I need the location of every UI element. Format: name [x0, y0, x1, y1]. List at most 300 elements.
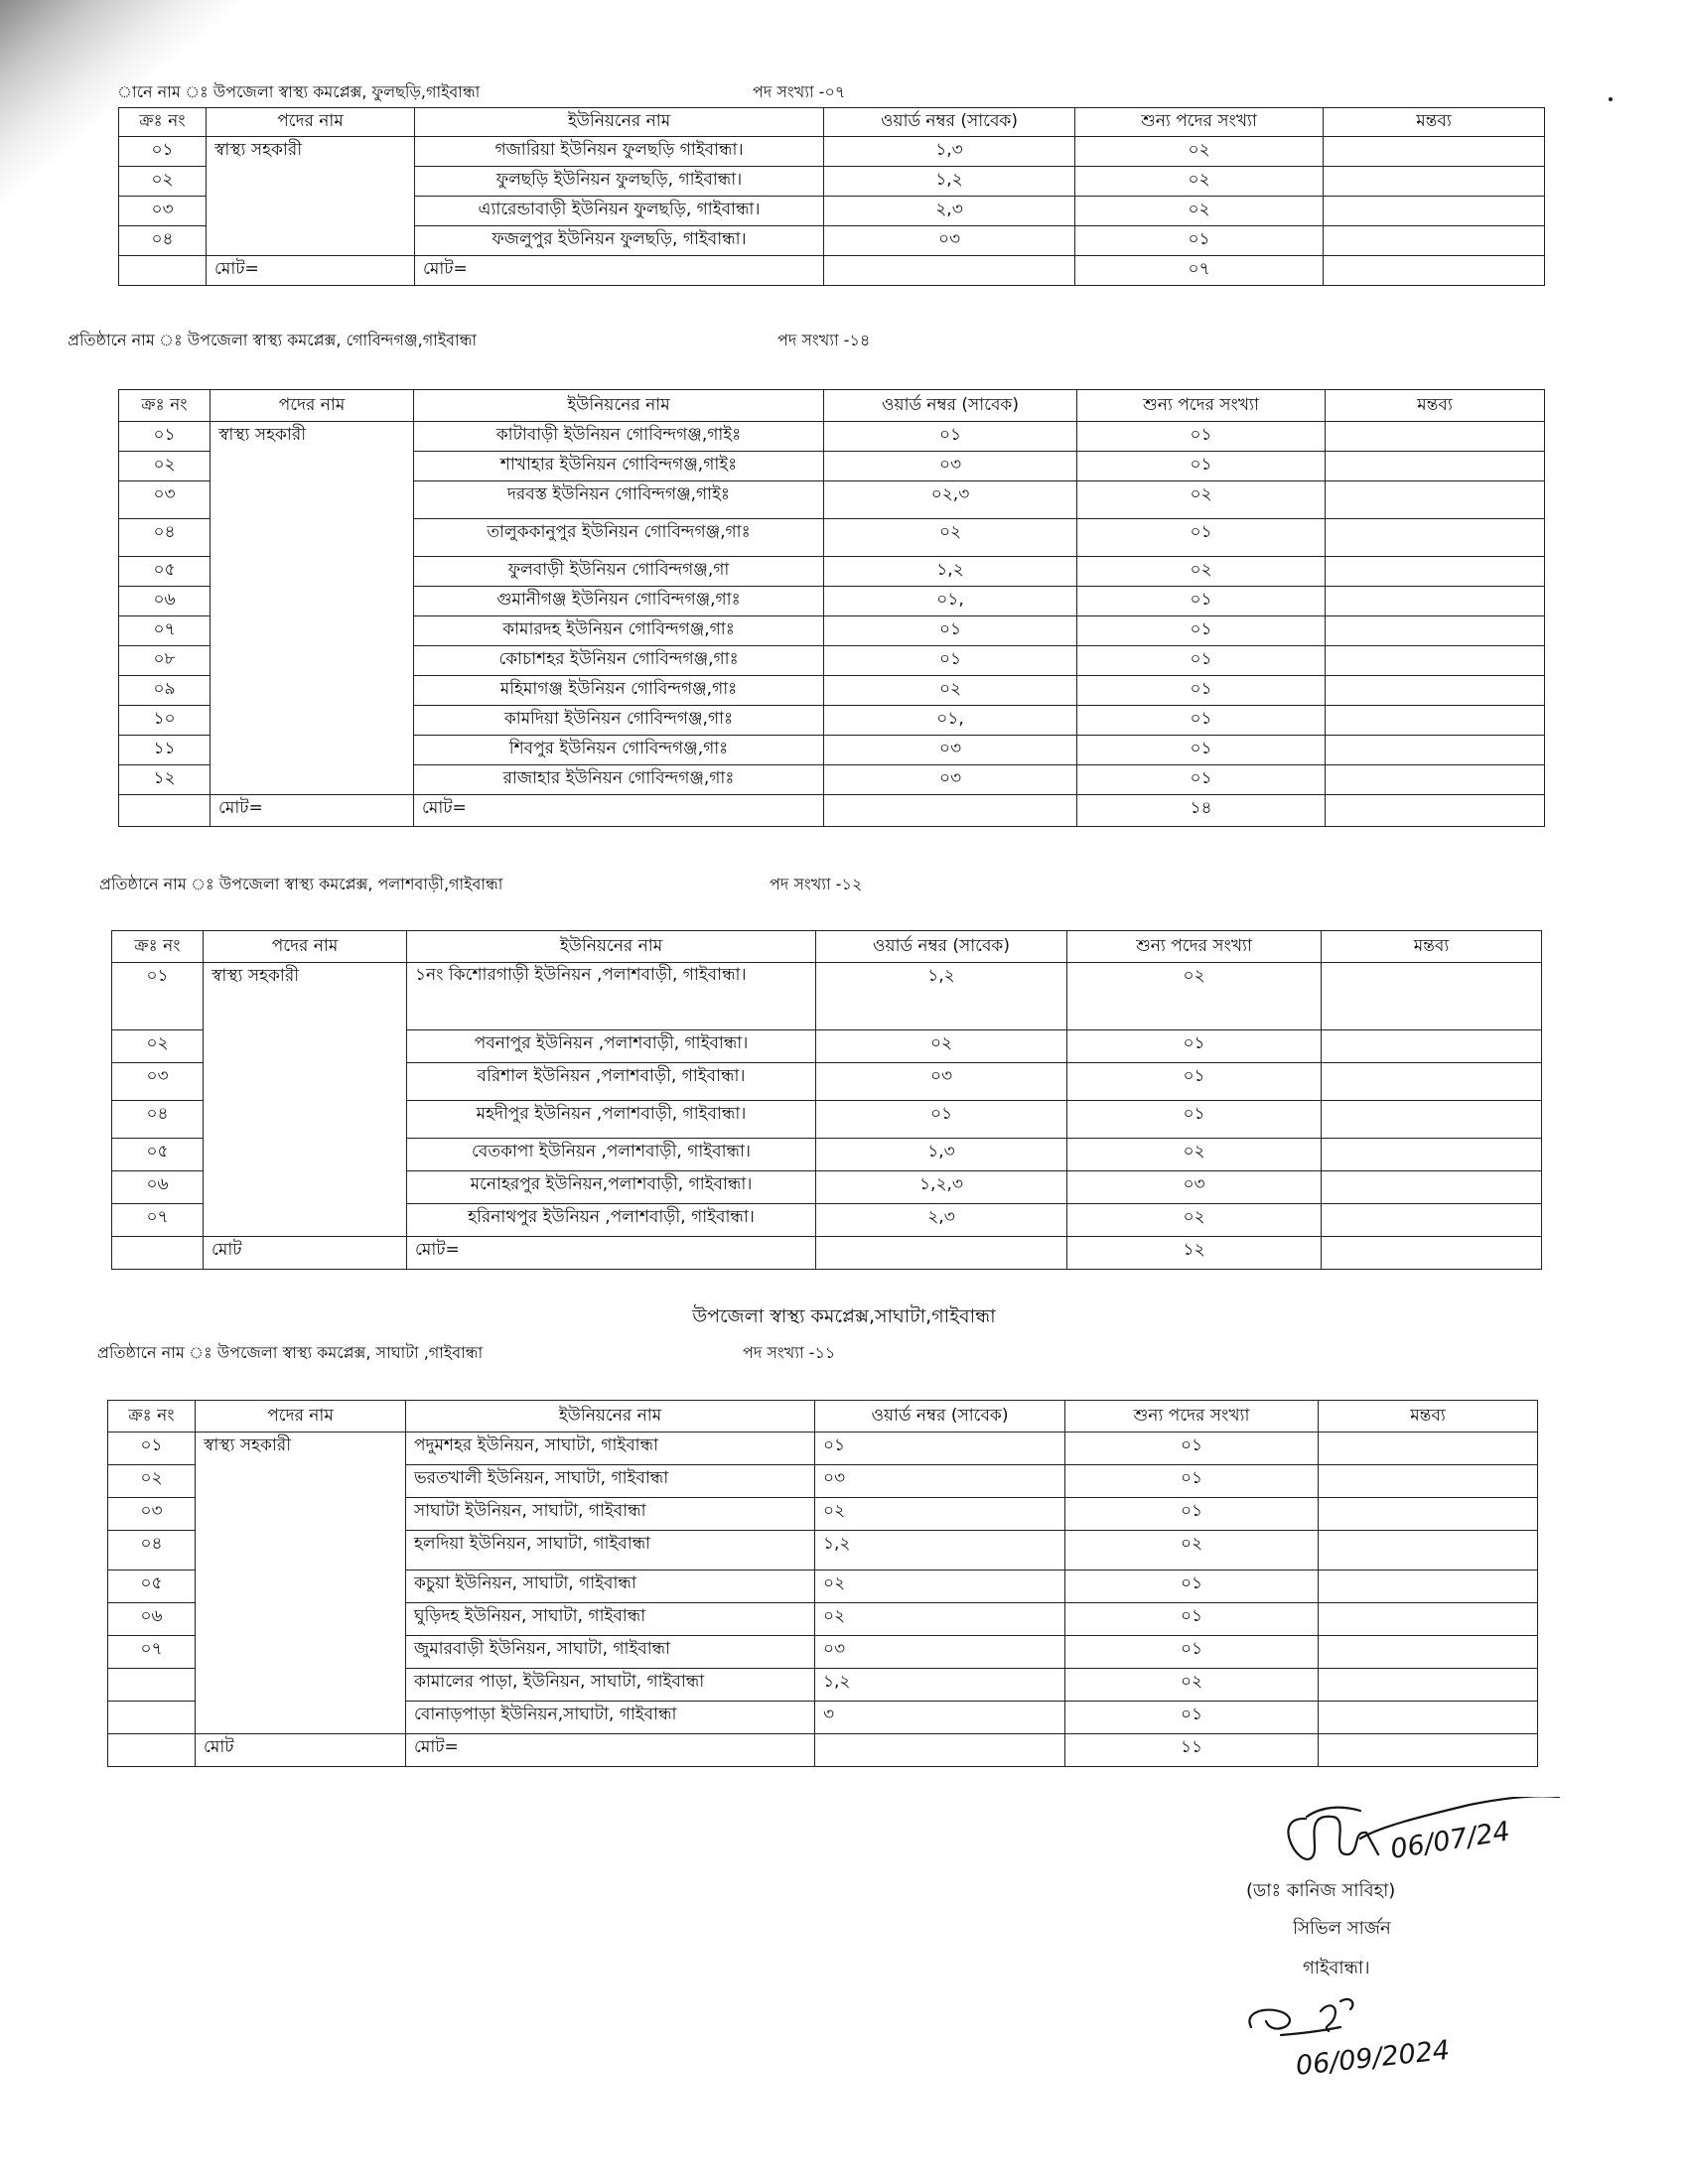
cell-union: জুমারবাড়ী ইউনিয়ন, সাঘাটা, গাইবান্ধা [406, 1636, 815, 1669]
cell-remarks [1326, 587, 1545, 616]
table-row [112, 1101, 1542, 1139]
cell-ward: ০১ [824, 616, 1077, 646]
header-ward: ওয়ার্ড নম্বর (সাবেক) [815, 1401, 1065, 1433]
cell-ward: ১,২ [824, 557, 1077, 587]
cell-union: কামারদহ ইউনিয়ন গোবিন্দগঞ্জ,গাঃ [414, 616, 824, 646]
cell-ward: ০২ [815, 1570, 1065, 1603]
cell-post-name-empty [196, 1465, 406, 1498]
cell-vacant: ০২ [1075, 197, 1324, 226]
cell-serial: ০৭ [108, 1636, 196, 1669]
cell-vacant: ০১ [1067, 1101, 1322, 1139]
total-union-label: মোট= [415, 256, 824, 286]
total-row [119, 256, 1545, 286]
header-union: ইউনিয়নের নাম [414, 390, 824, 422]
cell-serial: ১০ [119, 706, 211, 736]
cell-union: মনোহরপুর ইউনিয়ন,পলাশবাড়ী, গাইবান্ধা। [407, 1171, 816, 1204]
table-row [119, 706, 1545, 736]
cell-union: তালুককানুপুর ইউনিয়ন গোবিন্দগঞ্জ,গাঃ [414, 519, 824, 557]
cell-remarks [1326, 481, 1545, 519]
header-ward: ওয়ার্ড নম্বর (সাবেক) [824, 108, 1075, 137]
table-row [119, 587, 1545, 616]
cell-vacant: ০১ [1075, 226, 1324, 256]
handwritten-date-1: 06/07/24 [1388, 1816, 1512, 1865]
cell-union: কাটাবাড়ী ইউনিয়ন গোবিন্দগঞ্জ,গাইঃ [414, 422, 824, 452]
cell-ward: ০৩ [815, 1636, 1065, 1669]
total-remarks-empty [1326, 795, 1545, 827]
signature-block [1211, 1797, 1628, 2124]
cell-serial: ০৫ [112, 1139, 204, 1171]
cell-serial: ০১ [119, 422, 211, 452]
cell-remarks [1326, 706, 1545, 736]
section-3-institution: প্রতিষ্ঠানে নাম ঃ উপজেলা স্বাস্থ্য কমপ্লেক্স, পলাশবাড়ী,গাইবান্ধা [99, 875, 503, 893]
table-row [112, 1030, 1542, 1063]
cell-post-name-empty [204, 1171, 407, 1204]
header-ward: ওয়ার্ড নম্বর (সাবেক) [816, 931, 1067, 963]
table-row [119, 736, 1545, 765]
cell-serial: ০৬ [112, 1171, 204, 1204]
section-3-table [111, 930, 1542, 1270]
cell-ward: ০৩ [824, 765, 1077, 795]
cell-ward: ০২ [824, 676, 1077, 706]
cell-serial: ০৪ [119, 226, 207, 256]
cell-union: ফুলছড়ি ইউনিয়ন ফুলছড়ি, গাইবান্ধা। [415, 167, 824, 197]
total-vacant: ১১ [1065, 1734, 1319, 1767]
table-row [119, 197, 1545, 226]
table-row [112, 1204, 1542, 1237]
section-2-table [118, 389, 1545, 827]
cell-union: সাঘাটা ইউনিয়ন, সাঘাটা, গাইবান্ধা [406, 1498, 815, 1531]
cell-vacant: ০১ [1077, 452, 1326, 481]
cell-vacant: ০১ [1067, 1030, 1322, 1063]
cell-union: ভরতখালী ইউনিয়ন, সাঘাটা, গাইবান্ধা [406, 1465, 815, 1498]
cell-union: কামদিয়া ইউনিয়ন গোবিন্দগঞ্জ,গাঃ [414, 706, 824, 736]
cell-ward: ০২ [816, 1030, 1067, 1063]
cell-ward: ০২ [824, 519, 1077, 557]
total-serial-empty [112, 1237, 204, 1270]
total-row [112, 1237, 1542, 1270]
cell-serial: ০৩ [112, 1063, 204, 1101]
cell-remarks [1326, 616, 1545, 646]
cell-union: কামালের পাড়া, ইউনিয়ন, সাঘাটা, গাইবান্ধা [406, 1669, 815, 1702]
section-1-caption [117, 79, 846, 106]
cell-serial: ০৬ [108, 1603, 196, 1636]
total-vacant: ১২ [1067, 1237, 1322, 1270]
total-row [108, 1734, 1538, 1767]
header-remarks: মন্তব্য [1326, 390, 1545, 422]
cell-serial: ০৪ [108, 1531, 196, 1570]
cell-post-name: স্বাস্থ্য সহকারী [196, 1433, 406, 1465]
cell-remarks [1319, 1669, 1538, 1702]
total-row [119, 795, 1545, 827]
header-row [112, 931, 1542, 963]
cell-post-name-empty [204, 1139, 407, 1171]
cell-serial: ০২ [119, 452, 211, 481]
cell-remarks [1322, 1030, 1542, 1063]
total-serial-empty [119, 256, 207, 286]
cell-ward: ০২,৩ [824, 481, 1077, 519]
section-4-heading: উপজেলা স্বাস্থ্য কমপ্লেক্স,সাঘাটা,গাইবান্ধা [692, 1305, 996, 1327]
officer-designation: সিভিল সার্জন [1293, 1918, 1391, 1939]
cell-remarks [1322, 963, 1542, 1030]
total-union-label: মোট= [407, 1237, 816, 1270]
cell-post-name-empty [211, 557, 414, 587]
cell-remarks [1322, 1204, 1542, 1237]
cell-union: কচুয়া ইউনিয়ন, সাঘাটা, গাইবান্ধা [406, 1570, 815, 1603]
handwritten-date-2: 06/09/2024 [1294, 2034, 1452, 2082]
header-row [119, 108, 1545, 137]
cell-serial: ০৮ [119, 646, 211, 676]
table-row [119, 167, 1545, 197]
cell-serial: ০১ [112, 963, 204, 1030]
cell-vacant: ০১ [1077, 519, 1326, 557]
total-remarks-empty [1322, 1237, 1542, 1270]
cell-post-name-empty [196, 1570, 406, 1603]
table-row [119, 676, 1545, 706]
cell-remarks [1319, 1702, 1538, 1734]
header-remarks: মন্তব্য [1322, 931, 1542, 963]
cell-post-name-empty [196, 1669, 406, 1702]
cell-post-name: স্বাস্থ্য সহকারী [207, 137, 415, 167]
cell-remarks [1319, 1531, 1538, 1570]
cell-post-name-empty [196, 1702, 406, 1734]
cell-union: পবনাপুর ইউনিয়ন ,পলাশবাড়ী, গাইবান্ধা। [407, 1030, 816, 1063]
cell-union: এ্যারেন্ডাবাড়ী ইউনিয়ন ফুলছড়ি, গাইবান্ধা। [415, 197, 824, 226]
cell-ward: ১,২,৩ [816, 1171, 1067, 1204]
cell-ward: ০১ [824, 422, 1077, 452]
section-2-institution: প্রতিষ্ঠানে নাম ঃ উপজেলা স্বাস্থ্য কমপ্লেক্স, গোবিন্দগঞ্জ,গাইবান্ধা [68, 331, 478, 349]
cell-remarks [1322, 1063, 1542, 1101]
table-row [119, 557, 1545, 587]
cell-ward: ০৩ [824, 226, 1075, 256]
cell-post-name: স্বাস্থ্য সহকারী [204, 963, 407, 1030]
cell-ward: ০১, [824, 706, 1077, 736]
cell-post-name-empty [211, 646, 414, 676]
cell-remarks [1322, 1139, 1542, 1171]
cell-remarks [1324, 197, 1545, 226]
cell-ward: ১,২ [815, 1669, 1065, 1702]
header-vacant: শুন্য পদের সংখ্যা [1065, 1401, 1319, 1433]
cell-ward: ১,৩ [824, 137, 1075, 167]
cell-vacant: ০১ [1065, 1498, 1319, 1531]
cell-post-name-empty [211, 519, 414, 557]
cell-remarks [1326, 736, 1545, 765]
cell-vacant: ০২ [1077, 557, 1326, 587]
cell-remarks [1324, 167, 1545, 197]
header-remarks: মন্তব্য [1319, 1401, 1538, 1433]
cell-post-name-empty [196, 1636, 406, 1669]
cell-post-name-empty [211, 587, 414, 616]
cell-serial: ০৩ [108, 1498, 196, 1531]
total-serial-empty [108, 1734, 196, 1767]
cell-vacant: ০১ [1065, 1702, 1319, 1734]
cell-ward: ০১ [815, 1433, 1065, 1465]
table-row [112, 1171, 1542, 1204]
cell-post-name-empty [196, 1603, 406, 1636]
cell-ward: ১,২ [815, 1531, 1065, 1570]
header-union: ইউনিয়নের নাম [407, 931, 816, 963]
cell-ward: ০২ [815, 1603, 1065, 1636]
cell-vacant: ০১ [1077, 765, 1326, 795]
cell-post-name-empty [211, 736, 414, 765]
cell-union: মহিমাগঞ্জ ইউনিয়ন গোবিন্দগঞ্জ,গাঃ [414, 676, 824, 706]
cell-union: ফুলবাড়ী ইউনিয়ন গোবিন্দগঞ্জ,গা [414, 557, 824, 587]
cell-ward: ০১ [824, 646, 1077, 676]
cell-vacant: ০১ [1077, 736, 1326, 765]
cell-post-name-empty [204, 1063, 407, 1101]
total-post-label: মোট [204, 1237, 407, 1270]
cell-ward: ০৩ [815, 1465, 1065, 1498]
total-ward-empty [816, 1237, 1067, 1270]
cell-remarks [1326, 765, 1545, 795]
cell-union: কোচাশহর ইউনিয়ন গোবিন্দগঞ্জ,গাঃ [414, 646, 824, 676]
section-2-caption [68, 328, 871, 354]
total-vacant: ১৪ [1077, 795, 1326, 827]
section-2-post-count: পদ সংখ্যা -১৪ [777, 331, 871, 349]
cell-union: হলদিয়া ইউনিয়ন, সাঘাটা, গাইবান্ধা [406, 1531, 815, 1570]
cell-union: বোনাড়পাড়া ইউনিয়ন,সাঘাটা, গাইবান্ধা [406, 1702, 815, 1734]
cell-union: শিবপুর ইউনিয়ন গোবিন্দগঞ্জ,গাঃ [414, 736, 824, 765]
cell-post-name-empty [196, 1531, 406, 1570]
total-union-label: মোট= [406, 1734, 815, 1767]
cell-post-name-empty [211, 616, 414, 646]
table-row [108, 1531, 1538, 1570]
table-row [119, 137, 1545, 167]
cell-ward: ২,৩ [824, 197, 1075, 226]
cell-union: মহদীপুর ইউনিয়ন ,পলাশবাড়ী, গাইবান্ধা। [407, 1101, 816, 1139]
header-ward: ওয়ার্ড নম্বর (সাবেক) [824, 390, 1077, 422]
cell-post-name-empty [204, 1204, 407, 1237]
cell-post-name: স্বাস্থ্য সহকারী [211, 422, 414, 452]
cell-vacant: ০১ [1065, 1465, 1319, 1498]
table-row [119, 616, 1545, 646]
cell-vacant: ০২ [1065, 1531, 1319, 1570]
table-row [112, 1063, 1542, 1101]
header-row [108, 1401, 1538, 1433]
cell-vacant: ০১ [1065, 1603, 1319, 1636]
header-vacant: শুন্য পদের সংখ্যা [1067, 931, 1322, 963]
cell-vacant: ০১ [1077, 587, 1326, 616]
header-serial: ক্রঃ নং [119, 108, 207, 137]
table-row [108, 1433, 1538, 1465]
cell-post-name-empty [204, 1101, 407, 1139]
cell-serial: ০৩ [119, 197, 207, 226]
cell-union: দরবস্ত ইউনিয়ন গোবিন্দগঞ্জ,গাইঃ [414, 481, 824, 519]
cell-vacant: ০১ [1065, 1636, 1319, 1669]
header-post: পদের নাম [207, 108, 415, 137]
cell-serial [108, 1669, 196, 1702]
total-remarks-empty [1319, 1734, 1538, 1767]
section-1-post-count: পদ সংখ্যা -০৭ [753, 82, 846, 101]
cell-vacant: ০২ [1075, 137, 1324, 167]
cell-ward: ১,২ [824, 167, 1075, 197]
cell-vacant: ০১ [1077, 676, 1326, 706]
cell-vacant: ০১ [1077, 422, 1326, 452]
header-union: ইউনিয়নের নাম [415, 108, 824, 137]
cell-ward: ৩ [815, 1702, 1065, 1734]
total-ward-empty [815, 1734, 1065, 1767]
cell-union: ফজলুপুর ইউনিয়ন ফুলছড়ি, গাইবান্ধা। [415, 226, 824, 256]
section-1-institution: ানে নাম ঃ উপজেলা স্বাস্থ্য কমপ্লেক্স, ফুলছড়ি,গাইবান্ধা [117, 82, 481, 101]
cell-ward: ০১ [816, 1101, 1067, 1139]
officer-name: (ডাঃ কানিজ সাবিহা) [1246, 1880, 1396, 1901]
cell-vacant: ০২ [1065, 1669, 1319, 1702]
total-post-label: মোট [196, 1734, 406, 1767]
cell-remarks [1319, 1570, 1538, 1603]
table-row [108, 1702, 1538, 1734]
cell-post-name-empty [207, 197, 415, 226]
cell-ward: ০৩ [824, 736, 1077, 765]
total-ward-empty [824, 256, 1075, 286]
cell-ward: ০১, [824, 587, 1077, 616]
cell-post-name-empty [211, 765, 414, 795]
cell-remarks [1326, 646, 1545, 676]
cell-remarks [1326, 452, 1545, 481]
cell-serial: ০২ [112, 1030, 204, 1063]
cell-ward: ১,৩ [816, 1139, 1067, 1171]
cell-serial: ১২ [119, 765, 211, 795]
section-4-post-count: পদ সংখ্যা -১১ [743, 1343, 836, 1362]
table-row [119, 422, 1545, 452]
cell-post-name-empty [211, 676, 414, 706]
cell-union: ঘুড়িদহ ইউনিয়ন, সাঘাটা, গাইবান্ধা [406, 1603, 815, 1636]
cell-serial: ০৯ [119, 676, 211, 706]
cell-ward: ০৩ [816, 1063, 1067, 1101]
total-post-label: মোট= [207, 256, 415, 286]
section-4-institution: প্রতিষ্ঠানে নাম ঃ উপজেলা স্বাস্থ্য কমপ্লেক্স, সাঘাটা ,গাইবান্ধা [97, 1343, 484, 1362]
cell-remarks [1319, 1498, 1538, 1531]
cell-remarks [1326, 519, 1545, 557]
cell-post-name-empty [204, 1030, 407, 1063]
header-post: পদের নাম [211, 390, 414, 422]
cell-remarks [1326, 557, 1545, 587]
table-row [108, 1465, 1538, 1498]
cell-serial: ০২ [108, 1465, 196, 1498]
cell-vacant: ০১ [1067, 1063, 1322, 1101]
total-ward-empty [824, 795, 1077, 827]
cell-ward: ০২ [815, 1498, 1065, 1531]
cell-serial: ০৭ [119, 616, 211, 646]
cell-union: বরিশাল ইউনিয়ন ,পলাশবাড়ী, গাইবান্ধা। [407, 1063, 816, 1101]
cell-remarks [1324, 226, 1545, 256]
table-row [119, 481, 1545, 519]
section-1-table [118, 107, 1545, 286]
cell-vacant: ০১ [1077, 616, 1326, 646]
header-remarks: মন্তব্য [1324, 108, 1545, 137]
cell-serial: ০৪ [119, 519, 211, 557]
cell-remarks [1324, 137, 1545, 167]
table-row [108, 1498, 1538, 1531]
cell-union: রাজাহার ইউনিয়ন গোবিন্দগঞ্জ,গাঃ [414, 765, 824, 795]
cell-union: বেতকাপা ইউনিয়ন ,পলাশবাড়ী, গাইবান্ধা। [407, 1139, 816, 1171]
cell-union: ১নং কিশোরগাড়ী ইউনিয়ন ,পলাশবাড়ী, গাইবান্ধা। [407, 963, 816, 1030]
cell-remarks [1326, 422, 1545, 452]
section-3-caption [99, 872, 863, 898]
section-3-post-count: পদ সংখ্যা -১২ [770, 875, 863, 893]
cell-post-name-empty [207, 226, 415, 256]
cell-vacant: ০২ [1067, 963, 1322, 1030]
cell-serial: ০১ [108, 1433, 196, 1465]
header-post: পদের নাম [204, 931, 407, 963]
table-row [119, 646, 1545, 676]
cell-post-name-empty [211, 452, 414, 481]
table-row [108, 1636, 1538, 1669]
section-4-caption [97, 1340, 836, 1367]
cell-remarks [1319, 1465, 1538, 1498]
header-vacant: শুন্য পদের সংখ্যা [1077, 390, 1326, 422]
table-row [119, 765, 1545, 795]
cell-union: গুমানীগঞ্জ ইউনিয়ন গোবিন্দগঞ্জ,গাঃ [414, 587, 824, 616]
cell-serial: ০২ [119, 167, 207, 197]
cell-union: গজারিয়া ইউনিয়ন ফুলছড়ি গাইবান্ধা। [415, 137, 824, 167]
cell-ward: ০৩ [824, 452, 1077, 481]
table-row [108, 1570, 1538, 1603]
cell-union: শাখাহার ইউনিয়ন গোবিন্দগঞ্জ,গাইঃ [414, 452, 824, 481]
header-post: পদের নাম [196, 1401, 406, 1433]
cell-vacant: ০২ [1077, 481, 1326, 519]
cell-ward: ২,৩ [816, 1204, 1067, 1237]
section-4-table [107, 1400, 1538, 1767]
cell-vacant: ০৩ [1067, 1171, 1322, 1204]
cell-serial: ০৬ [119, 587, 211, 616]
cell-ward: ১,২ [816, 963, 1067, 1030]
scan-speck [1609, 97, 1613, 101]
cell-serial: ০৩ [119, 481, 211, 519]
cell-union: পদুমশহর ইউনিয়ন, সাঘাটা, গাইবান্ধা [406, 1433, 815, 1465]
header-vacant: শুন্য পদের সংখ্যা [1075, 108, 1324, 137]
cell-post-name-empty [211, 481, 414, 519]
table-row [108, 1603, 1538, 1636]
cell-remarks [1319, 1433, 1538, 1465]
table-row [108, 1669, 1538, 1702]
cell-remarks [1319, 1603, 1538, 1636]
total-vacant: ০৭ [1075, 256, 1324, 286]
cell-serial [108, 1702, 196, 1734]
cell-vacant: ০২ [1067, 1204, 1322, 1237]
table-row [112, 1139, 1542, 1171]
header-union: ইউনিয়নের নাম [406, 1401, 815, 1433]
cell-serial: ০১ [119, 137, 207, 167]
cell-remarks [1326, 676, 1545, 706]
cell-vacant: ০১ [1077, 646, 1326, 676]
header-serial: ক্রঃ নং [112, 931, 204, 963]
cell-post-name-empty [207, 167, 415, 197]
cell-serial: ০৫ [108, 1570, 196, 1603]
cell-post-name-empty [211, 706, 414, 736]
total-serial-empty [119, 795, 211, 827]
handwritten-signature [1211, 1797, 1628, 2124]
cell-vacant: ০২ [1067, 1139, 1322, 1171]
cell-post-name-empty [196, 1498, 406, 1531]
total-union-label: মোট= [414, 795, 824, 827]
table-row [112, 963, 1542, 1030]
cell-serial: ১১ [119, 736, 211, 765]
cell-remarks [1322, 1101, 1542, 1139]
cell-remarks [1322, 1171, 1542, 1204]
cell-serial: ০৫ [119, 557, 211, 587]
total-remarks-empty [1324, 256, 1545, 286]
cell-vacant: ০১ [1065, 1433, 1319, 1465]
cell-serial: ০৭ [112, 1204, 204, 1237]
cell-serial: ০৪ [112, 1101, 204, 1139]
cell-vacant: ০২ [1075, 167, 1324, 197]
header-row [119, 390, 1545, 422]
table-row [119, 226, 1545, 256]
cell-remarks [1319, 1636, 1538, 1669]
header-serial: ক্রঃ নং [119, 390, 211, 422]
cell-vacant: ০১ [1065, 1570, 1319, 1603]
cell-vacant: ০১ [1077, 706, 1326, 736]
officer-place: গাইবান্ধা। [1303, 1958, 1370, 1979]
